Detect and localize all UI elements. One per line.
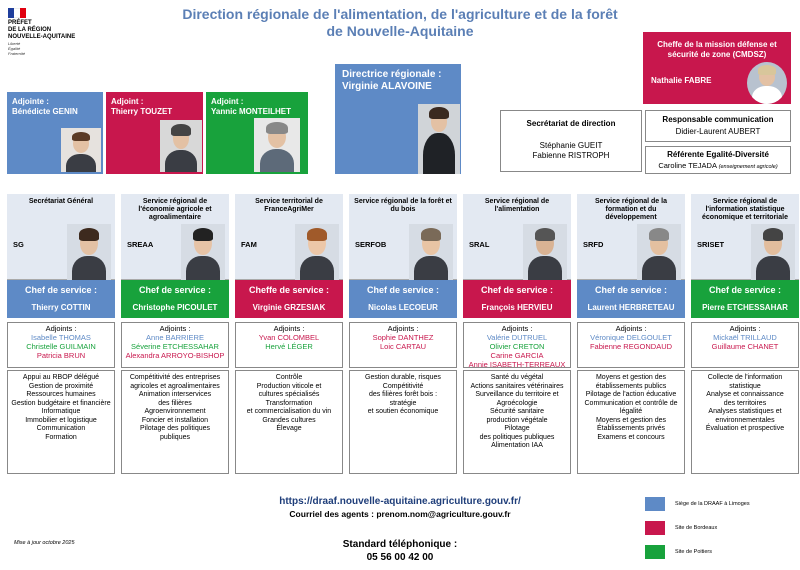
service-missions-box [577, 370, 685, 474]
mission-item: environnementales [715, 416, 775, 424]
legend [645, 497, 795, 559]
mission-item: Animation interservices [138, 391, 212, 398]
mission-item: établissements publics [595, 382, 667, 390]
adjoints-title: Adjoints : [45, 324, 77, 333]
mission-item: Contrôle [275, 374, 303, 381]
deputy-card-genin [7, 92, 103, 174]
adjoint-name: Anne BARRIERE [146, 333, 204, 342]
service-chief-bar [463, 280, 571, 318]
adjoint-name: Christelle GUILMAIN [26, 342, 96, 351]
mission-item: des filières [158, 399, 192, 407]
service-header [577, 194, 685, 280]
director-card [335, 64, 461, 174]
communication-box [645, 110, 791, 142]
service-column [7, 194, 115, 476]
adjoints-title: Adjoints : [273, 324, 305, 333]
email-info: Courriel des agents : prenom.nom@agriculture.gouv.fr [289, 509, 511, 519]
mission-item: Compétitivité des entreprises agricoles et agroalimentaires [129, 374, 221, 390]
service-chief-name: François HERVIEU [481, 303, 553, 312]
update-date: Mise à jour octobre 2025 [14, 540, 75, 546]
deputy-photo [61, 128, 101, 172]
service-missions-box [121, 370, 229, 474]
service-chief-label: Chef de service : [24, 285, 98, 295]
service-abbr: SRISET [697, 240, 725, 249]
secretariat-name-2: Fabienne RISTROPH [532, 151, 610, 160]
service-title: Secrétariat Général [28, 198, 94, 205]
service-chief-bar [235, 280, 343, 318]
legend-label: Site de Poitiers [675, 549, 712, 555]
mission-item: Analyses statistiques et [708, 408, 782, 415]
equality-box [645, 146, 791, 174]
service-adjoints-box [7, 322, 115, 368]
legend-item-poitiers [645, 545, 795, 559]
mission-item: Moyens et gestion des [595, 416, 667, 424]
page-title [150, 6, 650, 40]
service-chief-photo [181, 224, 225, 280]
service-adjoints-box [463, 322, 571, 368]
deputy-name: Bénédicte GENIN [12, 107, 78, 116]
mission-item: Établissements privés [596, 425, 666, 432]
cmdsz-card [643, 32, 791, 104]
adjoint-name: Sophie DANTHEZ [372, 333, 434, 342]
service-header [7, 194, 115, 280]
service-abbr: SG [13, 240, 24, 249]
mission-item: Analyse et connaissance [706, 391, 784, 398]
deputy-name: Yannic MONTEILHET [211, 107, 292, 116]
mission-item: Agroécologie [496, 399, 538, 407]
logo-line-3: NOUVELLE-AQUITAINE [8, 34, 76, 40]
service-title: Service territorial de FranceAgriMer [255, 198, 323, 213]
adjoints-title: Adjoints : [615, 324, 647, 333]
service-missions-box [7, 370, 115, 474]
mission-item: Élevage [276, 425, 302, 432]
service-chief-photo [523, 224, 567, 280]
adjoint-name: Olivier CRETON [489, 342, 545, 351]
mission-item: des territoires [723, 399, 767, 407]
phone-number: 05 56 00 42 00 [366, 552, 434, 563]
mission-item: Collecte de l'information [707, 374, 783, 381]
service-missions-box [463, 370, 571, 474]
deputy-role: Adjoint : [111, 97, 144, 106]
legend-item-limoges [645, 497, 795, 511]
service-chief-label: Chef de service : [594, 285, 668, 295]
page-title-line-1: Direction régionale de l'alimentation, de l'agriculture et de la forêt [182, 6, 618, 22]
adjoint-name: Mickaël TRILLAUD [713, 333, 777, 342]
mission-item: Foncier et installation [141, 416, 209, 424]
equality-line [646, 161, 790, 170]
service-title: Service régional de la formation et du développement [595, 198, 667, 221]
mission-item: stratégie [389, 399, 417, 407]
service-chief-photo [409, 224, 453, 280]
phone-label: Standard téléphonique : [342, 539, 458, 550]
service-header [463, 194, 571, 280]
equality-name: Caroline TEJADA [658, 161, 717, 170]
adjoint-name: Alexandra ARROYO-BISHOP [125, 351, 225, 360]
service-adjoints-box [577, 322, 685, 368]
service-header [235, 194, 343, 280]
service-column [577, 194, 685, 476]
mission-item: production végétale [486, 416, 548, 424]
mission-item: Santé du végétal [490, 374, 544, 381]
page-title-line-2: de Nouvelle-Aquitaine [326, 23, 474, 39]
mission-item: Sécurité sanitaire [489, 408, 545, 415]
legend-label: Site de Bordeaux [675, 525, 718, 531]
cmdsz-photo [747, 62, 787, 104]
service-chief-label: Chef de service : [138, 285, 212, 295]
secretariat-name-1: Stéphanie GUEIT [539, 141, 603, 150]
legend-label: Siège de la DRAAF à Limoges [675, 501, 750, 507]
legend-swatch [645, 497, 665, 511]
deputy-photo [160, 120, 202, 172]
service-chief-name: Virginie GRZESIAK [252, 303, 326, 312]
secretariat-title: Secrétariat de direction [526, 119, 616, 128]
mission-item: Ressources humaines [26, 391, 96, 398]
mission-item: des filières forêt bois : [368, 391, 438, 398]
service-missions-box [691, 370, 799, 474]
mission-item: cultures spécialisés [258, 391, 320, 398]
director-photo [418, 104, 460, 174]
service-chief-label: Chef de service : [366, 285, 440, 295]
service-missions-box [349, 370, 457, 474]
adjoint-name: Guillaume CHANET [711, 342, 779, 351]
mission-item: Alimentation IAA [491, 442, 543, 449]
mission-item: Transformation [265, 399, 313, 407]
mission-item: Évaluation et prospective [705, 425, 785, 432]
communication-title: Responsable communication [662, 115, 774, 124]
deputy-photo [254, 118, 300, 172]
adjoint-name: Loic CARTAU [380, 342, 426, 351]
service-chief-name: Pierre ETCHESSAHAR [702, 303, 788, 312]
service-chief-bar [691, 280, 799, 318]
deputy-role: Adjointe : [12, 97, 49, 106]
french-flag-icon [8, 8, 26, 18]
mission-item: statistique [729, 382, 761, 390]
mission-item: Appui au RBOP délégué [22, 374, 100, 381]
mission-item: et soutien économique [367, 408, 439, 415]
service-abbr: FAM [241, 240, 257, 249]
mission-item: Immobilier et logistique [25, 416, 97, 424]
mission-item: et commercialisation du vin [246, 408, 332, 415]
service-abbr: SRAL [469, 240, 490, 249]
service-title: Service régional de l'économie agricole et agroalimentaire [138, 198, 212, 221]
service-abbr: SREAA [127, 240, 154, 249]
director-name: Virginie ALAVOINE [342, 81, 432, 92]
mission-item: Agroenvironnement [144, 408, 206, 415]
logo-line-2: DE LA RÉGION [8, 27, 52, 33]
adjoint-name: Yvan COLOMBEL [258, 333, 320, 342]
deputy-name: Thierry TOUZET [111, 107, 173, 116]
service-chief-photo [637, 224, 681, 280]
adjoints-title: Adjoints : [387, 324, 419, 333]
mission-item: Moyens et gestion des [595, 374, 667, 381]
service-chief-bar [577, 280, 685, 318]
service-title: Service régional de la forêt et du bois [354, 198, 452, 213]
mission-item: Formation [45, 433, 77, 441]
mission-item: Informatique [41, 408, 81, 415]
service-chief-label: Cheffe de service : [248, 285, 330, 295]
mission-item: Communication et contrôle de [584, 399, 678, 407]
legend-swatch [645, 545, 665, 559]
logo-motto-2: Égalité [8, 46, 21, 51]
service-chief-photo [751, 224, 795, 280]
service-chief-photo [295, 224, 339, 280]
deputy-card-touzet [106, 92, 203, 174]
adjoints-title: Adjoints : [729, 324, 761, 333]
adjoint-name: Véronique DELGOULET [590, 333, 672, 342]
service-chief-label: Chef de service : [480, 285, 554, 295]
service-chief-name: Thierry COTTIN [31, 303, 91, 312]
mission-item: Gestion de proximité [28, 382, 94, 390]
service-chief-name: Laurent HERBRETEAU [587, 303, 675, 312]
service-missions-box [235, 370, 343, 474]
service-chief-label: Chef de service : [708, 285, 782, 295]
service-adjoints-box [235, 322, 343, 368]
service-column [121, 194, 229, 476]
adjoint-name: Valérie DUTRUEL [486, 333, 548, 342]
service-chief-bar [349, 280, 457, 318]
mission-item: Gestion budgétaire et financière [11, 399, 111, 407]
legend-swatch [645, 521, 665, 535]
mission-item: légalité [619, 408, 643, 415]
adjoints-title: Adjoints : [159, 324, 191, 333]
service-chief-name: Nicolas LECOEUR [368, 303, 438, 312]
mission-item: Compétitivité [382, 382, 424, 390]
prefet-logo [8, 8, 98, 58]
mission-item: des politiques publiques [479, 433, 555, 441]
logo-motto-3: Fraternité [8, 51, 26, 56]
equality-title: Référente Egalité-Diversité [667, 150, 769, 159]
service-column [691, 194, 799, 476]
adjoint-name: Annie ISABETH-TERREAUX [468, 360, 566, 369]
adjoints-title: Adjoints : [501, 324, 533, 333]
service-header [691, 194, 799, 280]
mission-item: Pilotage [504, 425, 530, 432]
service-chief-bar [121, 280, 229, 318]
mission-item: Grandes cultures [262, 416, 316, 424]
service-adjoints-box [691, 322, 799, 368]
legend-item-bordeaux [645, 521, 795, 535]
adjoint-name: Isabelle THOMAS [31, 333, 91, 342]
service-chief-photo [67, 224, 111, 280]
service-abbr: SERFOB [355, 240, 387, 249]
secretariat-box [500, 110, 642, 172]
adjoint-name: Fabienne REGONDAUD [589, 342, 673, 351]
cmdsz-title: Cheffe de la mission défense et sécurité de zone (CMDSZ) [657, 40, 777, 59]
adjoint-name: Séverine ETCHESSAHAR [131, 342, 219, 351]
service-adjoints-box [349, 322, 457, 368]
mission-item: Production viticole et [256, 382, 322, 390]
service-title: Service régional de l'alimentation [484, 198, 550, 213]
service-abbr: SRFD [583, 240, 604, 249]
adjoint-name: Carine GARCIA [490, 351, 544, 360]
equality-note: (enseignement agricole) [718, 164, 778, 170]
mission-item: Pilotage de l'action éducative [585, 391, 677, 398]
mission-item: publiques [160, 433, 190, 441]
adjoint-name: Hervé LÉGER [265, 342, 313, 351]
service-column [463, 194, 571, 476]
service-header [121, 194, 229, 280]
service-column [349, 194, 457, 476]
adjoint-name: Patricia BRUN [36, 351, 86, 360]
mission-item: Pilotage des politiques [139, 425, 211, 432]
deputy-card-monteilhet [206, 92, 308, 174]
logo-motto-1: Liberté [8, 41, 21, 46]
mission-item: Examens et concours [597, 433, 665, 441]
service-adjoints-box [121, 322, 229, 368]
deputy-role: Adjoint : [211, 97, 244, 106]
service-title: Service régional de l'information statistique économique et territoriale [702, 198, 788, 221]
cmdsz-name: Nathalie FABRE [651, 76, 712, 85]
service-header [349, 194, 457, 280]
mission-item: Gestion durable, risques [365, 374, 441, 381]
service-chief-name: Christophe PICOULET [132, 303, 218, 312]
mission-item: Communication [36, 425, 86, 432]
director-role: Directrice régionale : [342, 69, 442, 80]
communication-name: Didier-Laurent AUBERT [675, 127, 761, 136]
mission-item: Actions sanitaires vétérinaires [470, 382, 564, 390]
service-chief-bar [7, 280, 115, 318]
website-link[interactable]: https://draaf.nouvelle-aquitaine.agriculture.gouv.fr/ [279, 496, 521, 507]
mission-item: Surveillance du territoire et [475, 391, 559, 398]
logo-line-1: PRÉFET [8, 20, 32, 26]
service-column [235, 194, 343, 476]
